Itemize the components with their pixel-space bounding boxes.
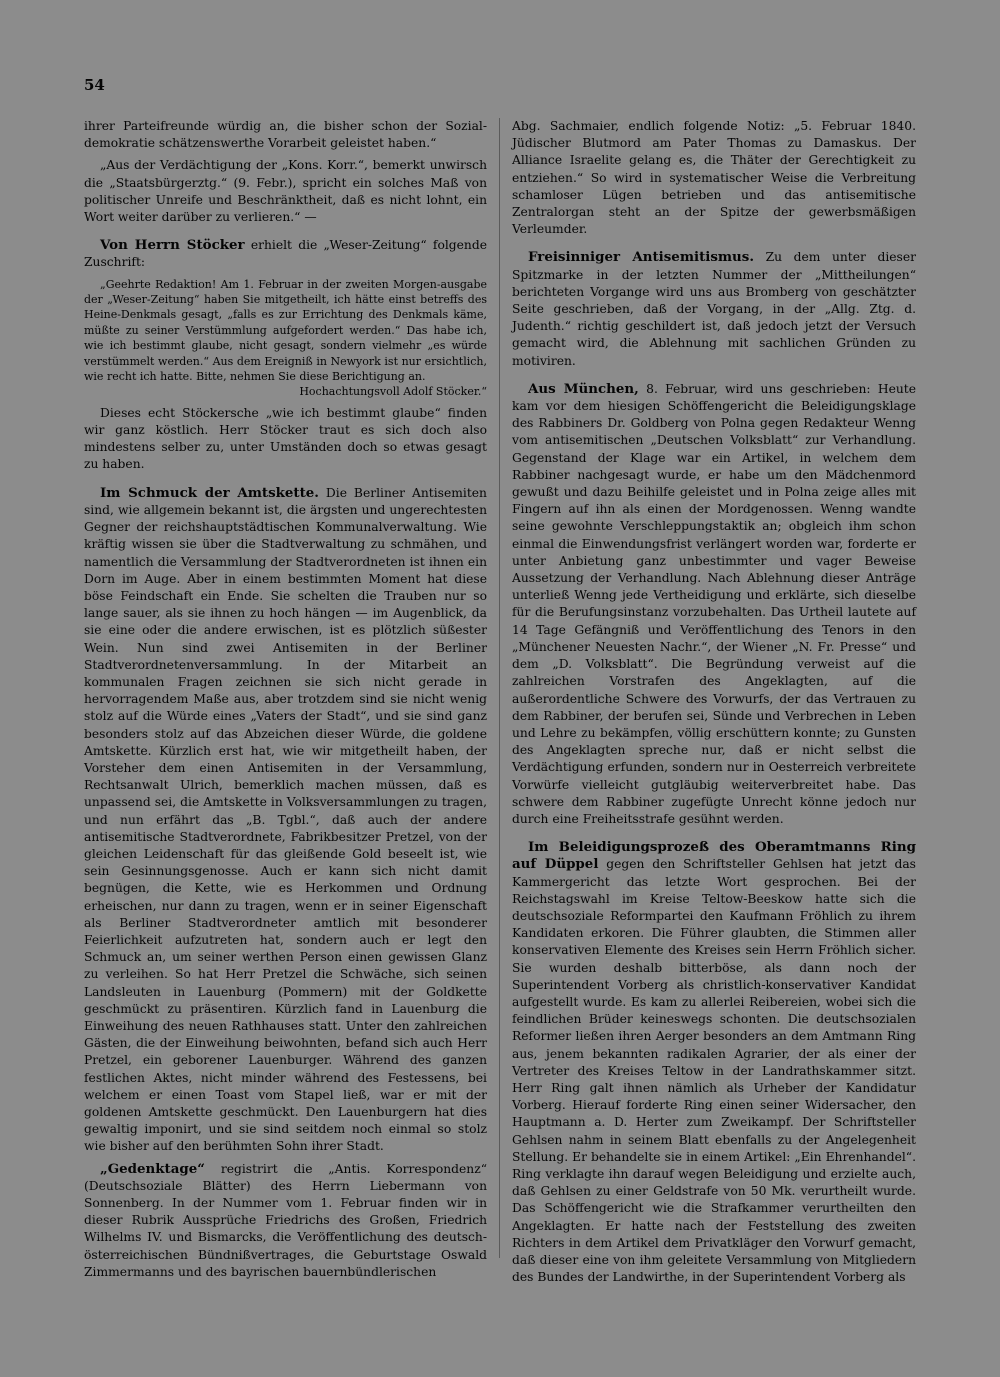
right-column: [512, 118, 916, 1291]
left-column: [84, 118, 487, 1286]
page-number: 54: [84, 76, 105, 94]
paragraph: [84, 237, 487, 271]
section-heading: Aus München,: [528, 380, 639, 397]
paragraph: [512, 381, 916, 828]
paragraph-text: registrirt die „Antis. Korrespondenz“ (Deutschsoziale Blätter) des Herrn Liebermann von Sonnenberg. In der Nummer vom 1. Februar finden wir in dieser Rubrik Aussprüche Friedrichs des Großen, Friedrich Wilhelms IV. und Bismarcks, die Veröffentlichung des deutsch-österreichischen Bündnißvertrages, die Geburtstage Oswald Zimmermanns und des bayrischen bauernbündlerischen: [84, 1161, 487, 1279]
letter-signature: Hochachtungsvoll Adolf Stöcker.“: [299, 385, 487, 399]
paragraph-text: Zu dem unter dieser Spitzmarke in der letzten Nummer der „Mittheilungen“ berichteten Vorgange wird uns aus Bromberg von geschätzter Seite geschrieben, daß der Vorgang, in der „Allg. Ztg. d. Judenth.“ richtig geschildert ist, daß jedoch jetzt der Versuch gemacht wird, die Ablehnung mit sachlichen Gründen zu motiviren.: [512, 250, 916, 368]
paragraph: „Aus der Verdächtigung der „Kons. Korr.“, bemerkt unwirsch die „Staatsbürgerztg.“ (9. Febr.), spricht ein solches Maß von politischer Unreife und Beschränktheit, daß es nicht lohnt, ein Wort weiter darüber zu verlieren.“ —: [84, 158, 487, 225]
paragraph: [512, 249, 916, 369]
section-heading: „Gedenktage“: [100, 1160, 206, 1177]
section-heading: Freisinniger Antisemitismus.: [528, 249, 754, 266]
paragraph-text: 8. Februar, wird uns geschrieben: Heute kam vor dem hiesigen Schöffengericht die Beleidigungsklage des Rabbiners Dr. Goldberg von Polna gegen Redakteur Wenng vom antisemitischen „Deutschen Volksblatt“ zur Verhandlung. Gegenstand der Klage war ein Artikel, in welchem dem Rabbiner nachgesagt wurde, er habe um den Mädchenmord gewußt und dazu Beihilfe geleistet und in Polna zeige alles mit Fingern auf ihn als einen der Mordgenossen. Wenng wandte seine gewohnte Verschleppungstaktik an; obgleich ihm schon einmal die Einwendungsfrist verlängert worden war, forderte er unter Anbietung ganz unbestimmter und vager Beweise Aussetzung der Verhandlung. Nach Ablehnung dieser Anträge unterließ Wenng jede Vertheidigung und erklärte, sich dieselbe für die Berufungsinstanz vorzubehalten. Das Urtheil lautete auf 14 Tage Gefängniß und Veröffentlichung des Tenors in den „Münchener Neuesten Nachr.“, der Wiener „N. Fr. Presse“ und dem „D. Volksblatt“. Die Begründung verweist auf die zahlreichen Vorstrafen des Angeklagten, auf die außerordentliche Schwere des Vorwurfs, der das Vertrauen zu dem Rabbiner, der berufen sei, Sünde und Verbrechen in Leben und Lehre zu bekämpfen, völlig erschüttern konnte; zu Gunsten des Angeklagten spreche nur, daß er nicht selbst die Verdächtigung erfunden, sondern nur in Oesterreich verbreitete Vorwürfe vielleicht gutgläubig weiterverbreitet habe. Das schwere dem Rabbiner zugefügte Unrecht könne jedoch nur durch eine Freiheitsstrafe gesühnt werden.: [512, 381, 916, 826]
paragraph-text: Die Berliner Antisemiten sind, wie allgemein bekannt ist, die ärgsten und ungerechtesten Gegner der reichshauptstädtischen Kommunalverwaltung. Wie kräftig wissen sie über die Stadtverwaltung zu schmähen, und namentlich die Versammlung der Stadtverordneten ist ihnen ein Dorn im Auge. Aber in einem bestimmten Moment hat diese böse Feindschaft ein Ende. Sie schelten die Trauben nur so lange sauer, als sie ihnen zu hoch hängen — im Augenblick, da sie eine oder die andere erwischen, ist es plötzlich süßester Wein. Nun sind zwei Antisemiten in der Berliner Stadtverordnetenversammlung. In der Mitarbeit an kommunalen Fragen zeichnen sie sich nicht gerade in hervorragendem Maße aus, aber trotzdem sind sie nicht wenig stolz auf die Würde eines „Vaters der Stadt“, und sie sind ganz besonders stolz auf das Abzeichen dieser Würde, die goldene Amtskette. Kürzlich erst hat, wie wir mitgetheilt haben, der Vorsteher dem einen Antisemiten in der Versammlung, Rechtsanwalt Ulrich, bemerklich machen müssen, daß es unpassend sei, die Amtskette in Volksversammlungen zu tragen, und nun erfährt das „B. Tgbl.“, daß auch der andere antisemitische Stadtverordnete, Fabrikbesitzer Pretzel, von der gleichen Leidenschaft für das gleißende Gold beseelt ist, wie sein Gesinnungsgenosse. Auch er kann sich nicht damit begnügen, die Kette, wie es Herkommen und Ordnung erheischen, nur dann zu tragen, wenn er in seiner Eigenschaft als Berliner Stadtverordneter amtlich mit besonderer Feierlichkeit aufzutreten hat, sondern auch er legt den Schmuck an, um seiner werthen Person einen gewissen Glanz zu verleihen. So hat Herr Pretzel die Schwäche, sich seinen Landsleuten in Lauenburg (Pommern) mit der Goldkette geschmückt zu präsentiren. Kürzlich fand in Lauenburg die Einweihung des neuen Rathhauses statt. Unter den zahlreichen Gästen, die der Einweihung beiwohnten, befand sich auch Herr Pretzel, ein geborener Lauenburger. Während des ganzen festlichen Aktes, nicht minder während des Festessens, bei welchem er einen Toast vom Stapel ließ, war er mit der goldenen Amtskette geschmückt. Den Lauenburgern hat dies gewaltig imponirt, und sie sind seitdem noch einmal so stolz wie bisher auf den berühmten Sohn ihrer Stadt.: [84, 485, 487, 1154]
paragraph: Abg. Sachmaier, endlich folgende Notiz: „5. Februar 1840. Jüdischer Blutmord am Pater Thomas zu Damaskus. Der Alliance Israelite gelang es, die Thäter der Gerechtigkeit zu entziehen.“ So wird in systematischer Weise die Verbreitung schamloser Lügen betrieben und das antisemitische Zentralorgan steht an der Spitze der gewerbsmäßigen Verleumder.: [512, 119, 916, 237]
letter-body: „Geehrte Redaktion! Am 1. Februar in der zweiten Morgen-ausgabe der „Weser-Zeitung“ haben Sie mitgetheilt, ich hätte einst betreffs des Heine-Denkmals gesagt, „falls es zur Errichtung des Denkmals käme, müßte zu seiner Verstümmlung aufgefordert werden.“ Das habe ich, wie ich bestimmt glaube, nicht gesagt, sondern vielmehr „es würde verstümmelt werden.“ Aus dem Ereigniß in Newyork ist nur ersichtlich, wie recht ich hatte. Bitte, nehmen Sie diese Berichtigung an.: [84, 277, 487, 384]
quoted-letter: [84, 277, 487, 400]
paragraph: ihrer Parteifreunde würdig an, die bisher schon der Sozial-demokratie schätzenswerthe Vorarbeit geleistet haben.“: [84, 119, 487, 151]
paragraph: [84, 485, 487, 1156]
paragraph: Dieses echt Stöckersche „wie ich bestimmt glaube“ finden wir ganz köstlich. Herr Stöcker traut es sich doch also mindestens selber zu, unter Umständen doch so etwas gesagt zu haben.: [84, 405, 487, 472]
paragraph: [512, 839, 916, 1286]
paragraph-text: gegen den Schriftsteller Gehlsen hat jetzt das Kammergericht das letzte Wort gesprochen. Bei der Reichstagswahl im Kreise Teltow-Beeskow hatte sich die deutschsoziale Reformpartei den Kaufmann Fröhlich zu ihrem Kandidaten erkoren. Die Führer glaubten, die Stimmen aller konservativen Elemente des Kreises sein Herrn Fröhlich sicher. Sie wurden deshalb bitterböse, als dann noch der Superintendent Vorberg als christlich-konservativer Kandidat aufgestellt wurde. Es kam zu allerlei Reibereien, wobei sich die feindlichen Brüder keineswegs schonten. Die deutschsozialen Reformer ließen ihren Aerger besonders an dem Amtmann Ring aus, jenem bekannten radikalen Agrarier, der als einer der Vertreter des Kreises Teltow in der Landrathskammer sitzt. Herr Ring galt ihnen nämlich als Urheber der Kandidatur Vorberg. Hierauf forderte Ring einen seiner Widersacher, den Hauptmann a. D. Herter zum Zweikampf. Der Schriftsteller Gehlsen nahm in seinem Blatt ebenfalls zu der Angelegenheit Stellung. Er behandelte sie in einem Artikel: „Ein Ehrenhandel“. Ring verklagte ihn darauf wegen Beleidigung und erzielte auch, daß Gehlsen zu einer Geldstrafe von 50 Mk. verurtheilt wurde. Das Schöffengericht wie die Strafkammer verurtheilten den Angeklagten. Er hatte nach der Feststellung des zweiten Richters in dem Artikel dem Privatkläger den Vorwurf gemacht, daß dieser eine von ihm geleitete Versammlung von Mitgliedern des Bundes der Landwirthe, in der Superintendent Vorberg als: [512, 857, 916, 1285]
column-divider: [499, 118, 500, 1258]
section-heading: Von Herrn Stöcker: [100, 237, 245, 254]
paragraph-text: erhielt die „Weser-Zeitung“ folgende Zuschrift:: [84, 238, 487, 270]
section-heading: Im Beleidigungsprozeß des Oberamtmanns Ring auf Düppel: [512, 839, 916, 873]
paragraph: [84, 1161, 487, 1281]
section-heading: Im Schmuck der Amtskette.: [100, 484, 319, 501]
